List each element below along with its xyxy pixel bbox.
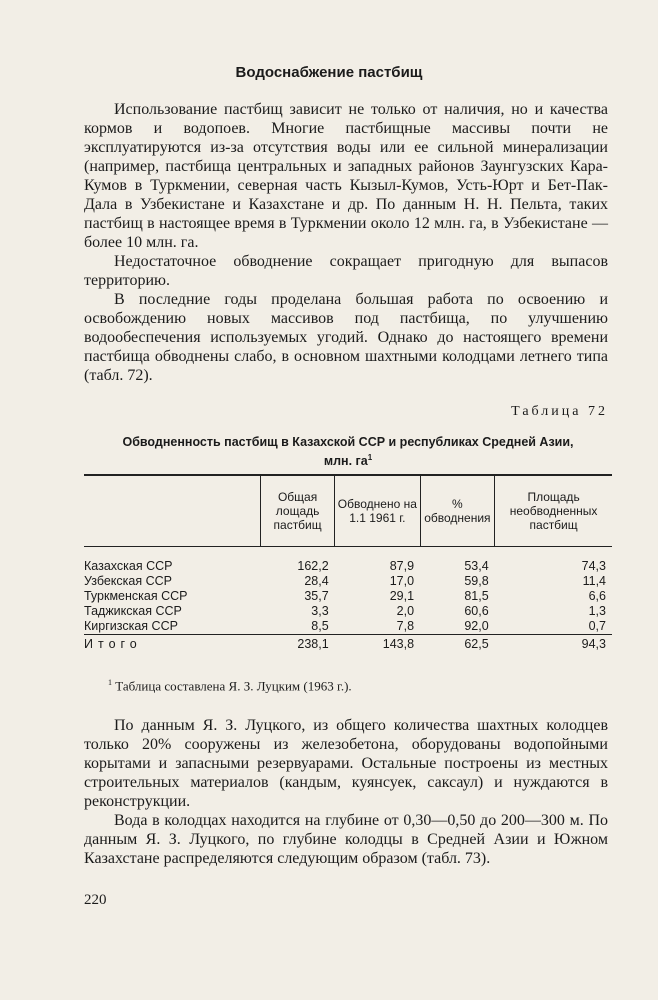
table-title-note-mark: 1 [367, 453, 373, 462]
cell-total-area: 28,4 [304, 574, 329, 588]
table-title [84, 434, 612, 469]
cell-unwatered: 94,3 [495, 635, 612, 653]
cell-percent: 62,5 [420, 635, 495, 653]
cell-region: Казахская ССР [84, 559, 173, 573]
table-total-row [84, 635, 612, 653]
cell-total-area: 238,1 [261, 635, 335, 653]
table-row [84, 589, 612, 604]
paragraph-5: Вода в колодцах находится на глубине от 0,30—0,50 до 200—300 м. По данным Я. З. Луцкого, по глубине колодцы в Средней Азии и Южном Казахстане распределяются следующим образом (табл. 73). [84, 812, 608, 867]
section-heading: Водоснабжение пастбищ [235, 64, 423, 81]
cell-unwatered: 6,6 [588, 589, 606, 603]
cell-unwatered: 11,4 [582, 574, 606, 588]
cell-percent: 53,4 [464, 559, 489, 573]
body-text-bottom [84, 716, 608, 868]
header-total-area: Общая лощадь пастбищ [261, 475, 335, 547]
cell-percent: 81,5 [464, 589, 489, 603]
paragraph-1: Использование пастбищ зависит не только от наличия, но и качества кормов и водопоев. Многие пастбищные массивы почти не эксплуатируются из-за отсутствия воды или ее сильной минерализации (например, пастбища центральных и западных районов Заунгузских Кара-Кумов в Туркмении, северная часть Кызыл-Кумов, Усть-Юрт и Бет-Пак-Дала в Узбекистане и Казахстане и др. По данным Н. Н. Пельта, таких пастбищ в настоящее время в Туркмении около 12 млн. га, в Узбекистане — более 10 млн. га. [84, 101, 608, 251]
header-watered: Обводнено на 1.1 1961 г. [335, 475, 420, 547]
header-region [84, 475, 261, 547]
cell-watered: 29,1 [389, 589, 415, 603]
cell-watered: 143,8 [335, 635, 420, 653]
table-number-label: Таблица 72 [511, 404, 608, 419]
paragraph-2: Недостаточное обводнение сокращает пригодную для выпасов территорию. [84, 253, 608, 289]
table-header-row [84, 475, 612, 547]
data-table [84, 474, 612, 652]
header-unwatered-area: Площадь необводненных пастбищ [495, 475, 612, 547]
cell-unwatered: 1,3 [588, 604, 606, 618]
cell-total-area: 162,2 [297, 559, 329, 573]
table-title-line1: Обводненность пастбищ в Казахской ССР и республиках Средней Азии, [122, 435, 574, 449]
cell-total-label: Итого [84, 635, 261, 653]
cell-percent: 60,6 [464, 604, 489, 618]
footnote-text: Таблица составлена Я. З. Луцким (1963 г.). [112, 678, 352, 694]
cell-total-area: 8,5 [311, 619, 329, 633]
table-row [84, 574, 612, 589]
footnote-mark: 1 [108, 678, 112, 687]
paragraph-3: В последние годы проделана большая работа по освоению и освобождению новых массивов под пастбища, по улучшению водообеспечения используемых угодий. Однако до настоящего времени пастбища обводнены слабо, в основном шахтными колодцами летнего типа (табл. 72). [84, 291, 608, 384]
cell-percent: 92,0 [464, 619, 489, 633]
cell-total-area: 3,3 [311, 604, 329, 618]
cell-region: Киргизская ССР [84, 619, 178, 633]
table-title-line2: млн. га [323, 454, 368, 469]
cell-percent: 59,8 [464, 574, 489, 588]
cell-unwatered: 74,3 [581, 559, 606, 573]
cell-region: Таджикская ССР [84, 604, 182, 618]
table-row [84, 547, 612, 575]
table-footnote [108, 678, 352, 694]
table-row [84, 619, 612, 635]
header-percent-watered: % обводнения [420, 475, 495, 547]
cell-unwatered: 0,7 [588, 619, 606, 633]
cell-region: Узбекская ССР [84, 574, 172, 588]
page-number: 220 [84, 892, 107, 908]
cell-total-area: 35,7 [304, 589, 329, 603]
cell-watered: 2,0 [396, 604, 415, 618]
table-row [84, 604, 612, 619]
cell-watered: 17,0 [389, 574, 415, 588]
cell-region: Туркменская ССР [84, 589, 188, 603]
cell-watered: 7,8 [396, 619, 415, 633]
paragraph-4: По данным Я. З. Луцкого, из общего количества шахтных колодцев только 20% сооружены из железобетона, оборудованы водопойными корытами и запасными резервуарами. Остальные построены из местных строительных материалов (кандым, куянсуек, саксаул) и нуждаются в реконструкции. [84, 717, 608, 810]
body-text-top [84, 100, 608, 385]
cell-watered: 87,9 [389, 559, 415, 573]
